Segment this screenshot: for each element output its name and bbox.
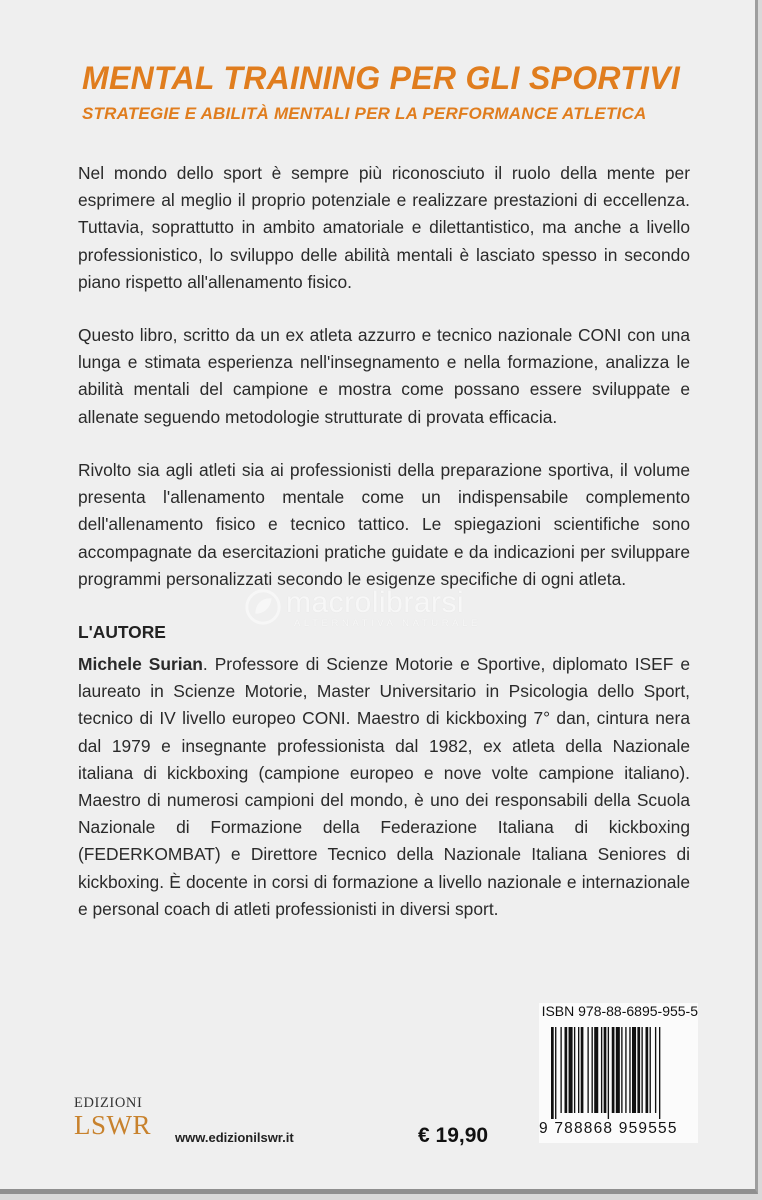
barcode-bar (637, 1027, 640, 1113)
barcode-bar (601, 1027, 602, 1113)
barcode-bar (565, 1027, 568, 1113)
barcode-digits: 9 788868 959555 (539, 1120, 678, 1137)
barcode-bar (621, 1027, 622, 1113)
barcode-bar (625, 1027, 626, 1113)
barcode-bar (608, 1027, 609, 1119)
barcode-bar (555, 1027, 556, 1119)
publisher-logo-top: EDIZIONI (74, 1095, 143, 1111)
barcode-bar (569, 1027, 573, 1113)
publisher-logo-bottom: LSWR (74, 1110, 152, 1140)
description-paragraph-1: Nel mondo dello sport è sempre più riconosciuto il ruolo della mente per esprimere al meglio il proprio potenziale e realizzare prestazioni di eccellenza. Tuttavia, soprattutto in ambito amatoriale e dilettantistico, ma anche a livello professionistico, lo sviluppo delle abilità mentali è lasciato spesso in secondo piano rispetto all'allenamento fisico. (78, 163, 690, 292)
barcode-bar (594, 1027, 598, 1113)
barcode-box (539, 1003, 698, 1143)
barcode-bar (587, 1027, 588, 1113)
author-bio (78, 651, 690, 923)
watermark-name: macrolibrarsi (286, 586, 465, 619)
book-title: MENTAL TRAINING PER GLI SPORTIVI (82, 60, 681, 96)
barcode-bar (551, 1027, 554, 1119)
barcode-bar (560, 1027, 561, 1113)
barcode-bar (581, 1027, 584, 1113)
author-bio-text: . Professore di Scienze Motorie e Sportive, diplomato ISEF e laureato in Scienze Motorie, Master Universitario in Psicologia dello Sport, tecnico di IV livello europeo CONI. Maestro di kickboxing 7° dan, cintura nera dal 1979 e insegnante professionista dal 1982, ex atleta della Nazionale italiana di kickboxing (campione europeo e nove volte campione italiano). Maestro di numerosi campioni del mondo, è uno dei responsabili della Scuola Nazionale di Formazione della Federazione Italiana di kickboxing (FEDERKOMBAT) e Direttore Tecnico della Nazionale Italiana Seniores di kickboxing. È docente in corsi di formazione a livello nazionale e internazionale e personal coach di atleti professionisti in diversi sport. (78, 654, 690, 919)
book-subtitle: STRATEGIE E ABILITÀ MENTALI PER LA PERFORMANCE ATLETICA (82, 104, 647, 123)
barcode-icon (549, 1027, 695, 1119)
description-paragraph-3: Rivolto sia agli atleti sia ai professionisti della preparazione sportiva, il volume presenta l'allenamento mentale come un indispensabile complemento dell'allenamento fisico e tecnico tattico. Le spiegazioni scientifiche sono accompagnate da esercitazioni pratiche guidate e da indicazioni per sviluppare programmi personalizzati secondo le esigenze specifiche di ogni atleta. (78, 460, 690, 589)
barcode-bar (578, 1027, 579, 1113)
barcode-bar (650, 1027, 651, 1113)
barcode-bar (655, 1027, 656, 1113)
barcode-bar (604, 1027, 607, 1113)
publisher-logo (74, 1095, 170, 1138)
price-label: € 19,90 (418, 1124, 489, 1147)
barcode-bar (641, 1027, 642, 1113)
publisher-website[interactable]: www.edizionilswr.it (175, 1130, 294, 1145)
author-name: Michele Surian (78, 654, 203, 674)
description-paragraph-2: Questo libro, scritto da un ex atleta azzurro e tecnico nazionale CONI con una lunga e stimata esperienza nell'insegnamento e nella formazione, analizza le abilità mentali del campione e mostra come possano essere sviluppate e allenate seguendo metodologie strutturate di provata efficacia. (78, 325, 690, 427)
barcode-bar (616, 1027, 620, 1113)
isbn-label: ISBN 978-88-6895-955-5 (541, 1003, 698, 1019)
barcode-bar (646, 1027, 649, 1113)
leaf-logo-icon (244, 588, 282, 626)
barcode-bar (574, 1027, 575, 1113)
barcode-bar (592, 1027, 593, 1113)
author-heading: L'AUTORE (78, 622, 166, 642)
barcode-bar (632, 1027, 636, 1113)
barcode-bar (629, 1027, 630, 1113)
barcode-bar (612, 1027, 615, 1113)
watermark-tagline: ALTERNATIVA NATURALE (294, 618, 481, 629)
barcode-bar (659, 1027, 660, 1119)
